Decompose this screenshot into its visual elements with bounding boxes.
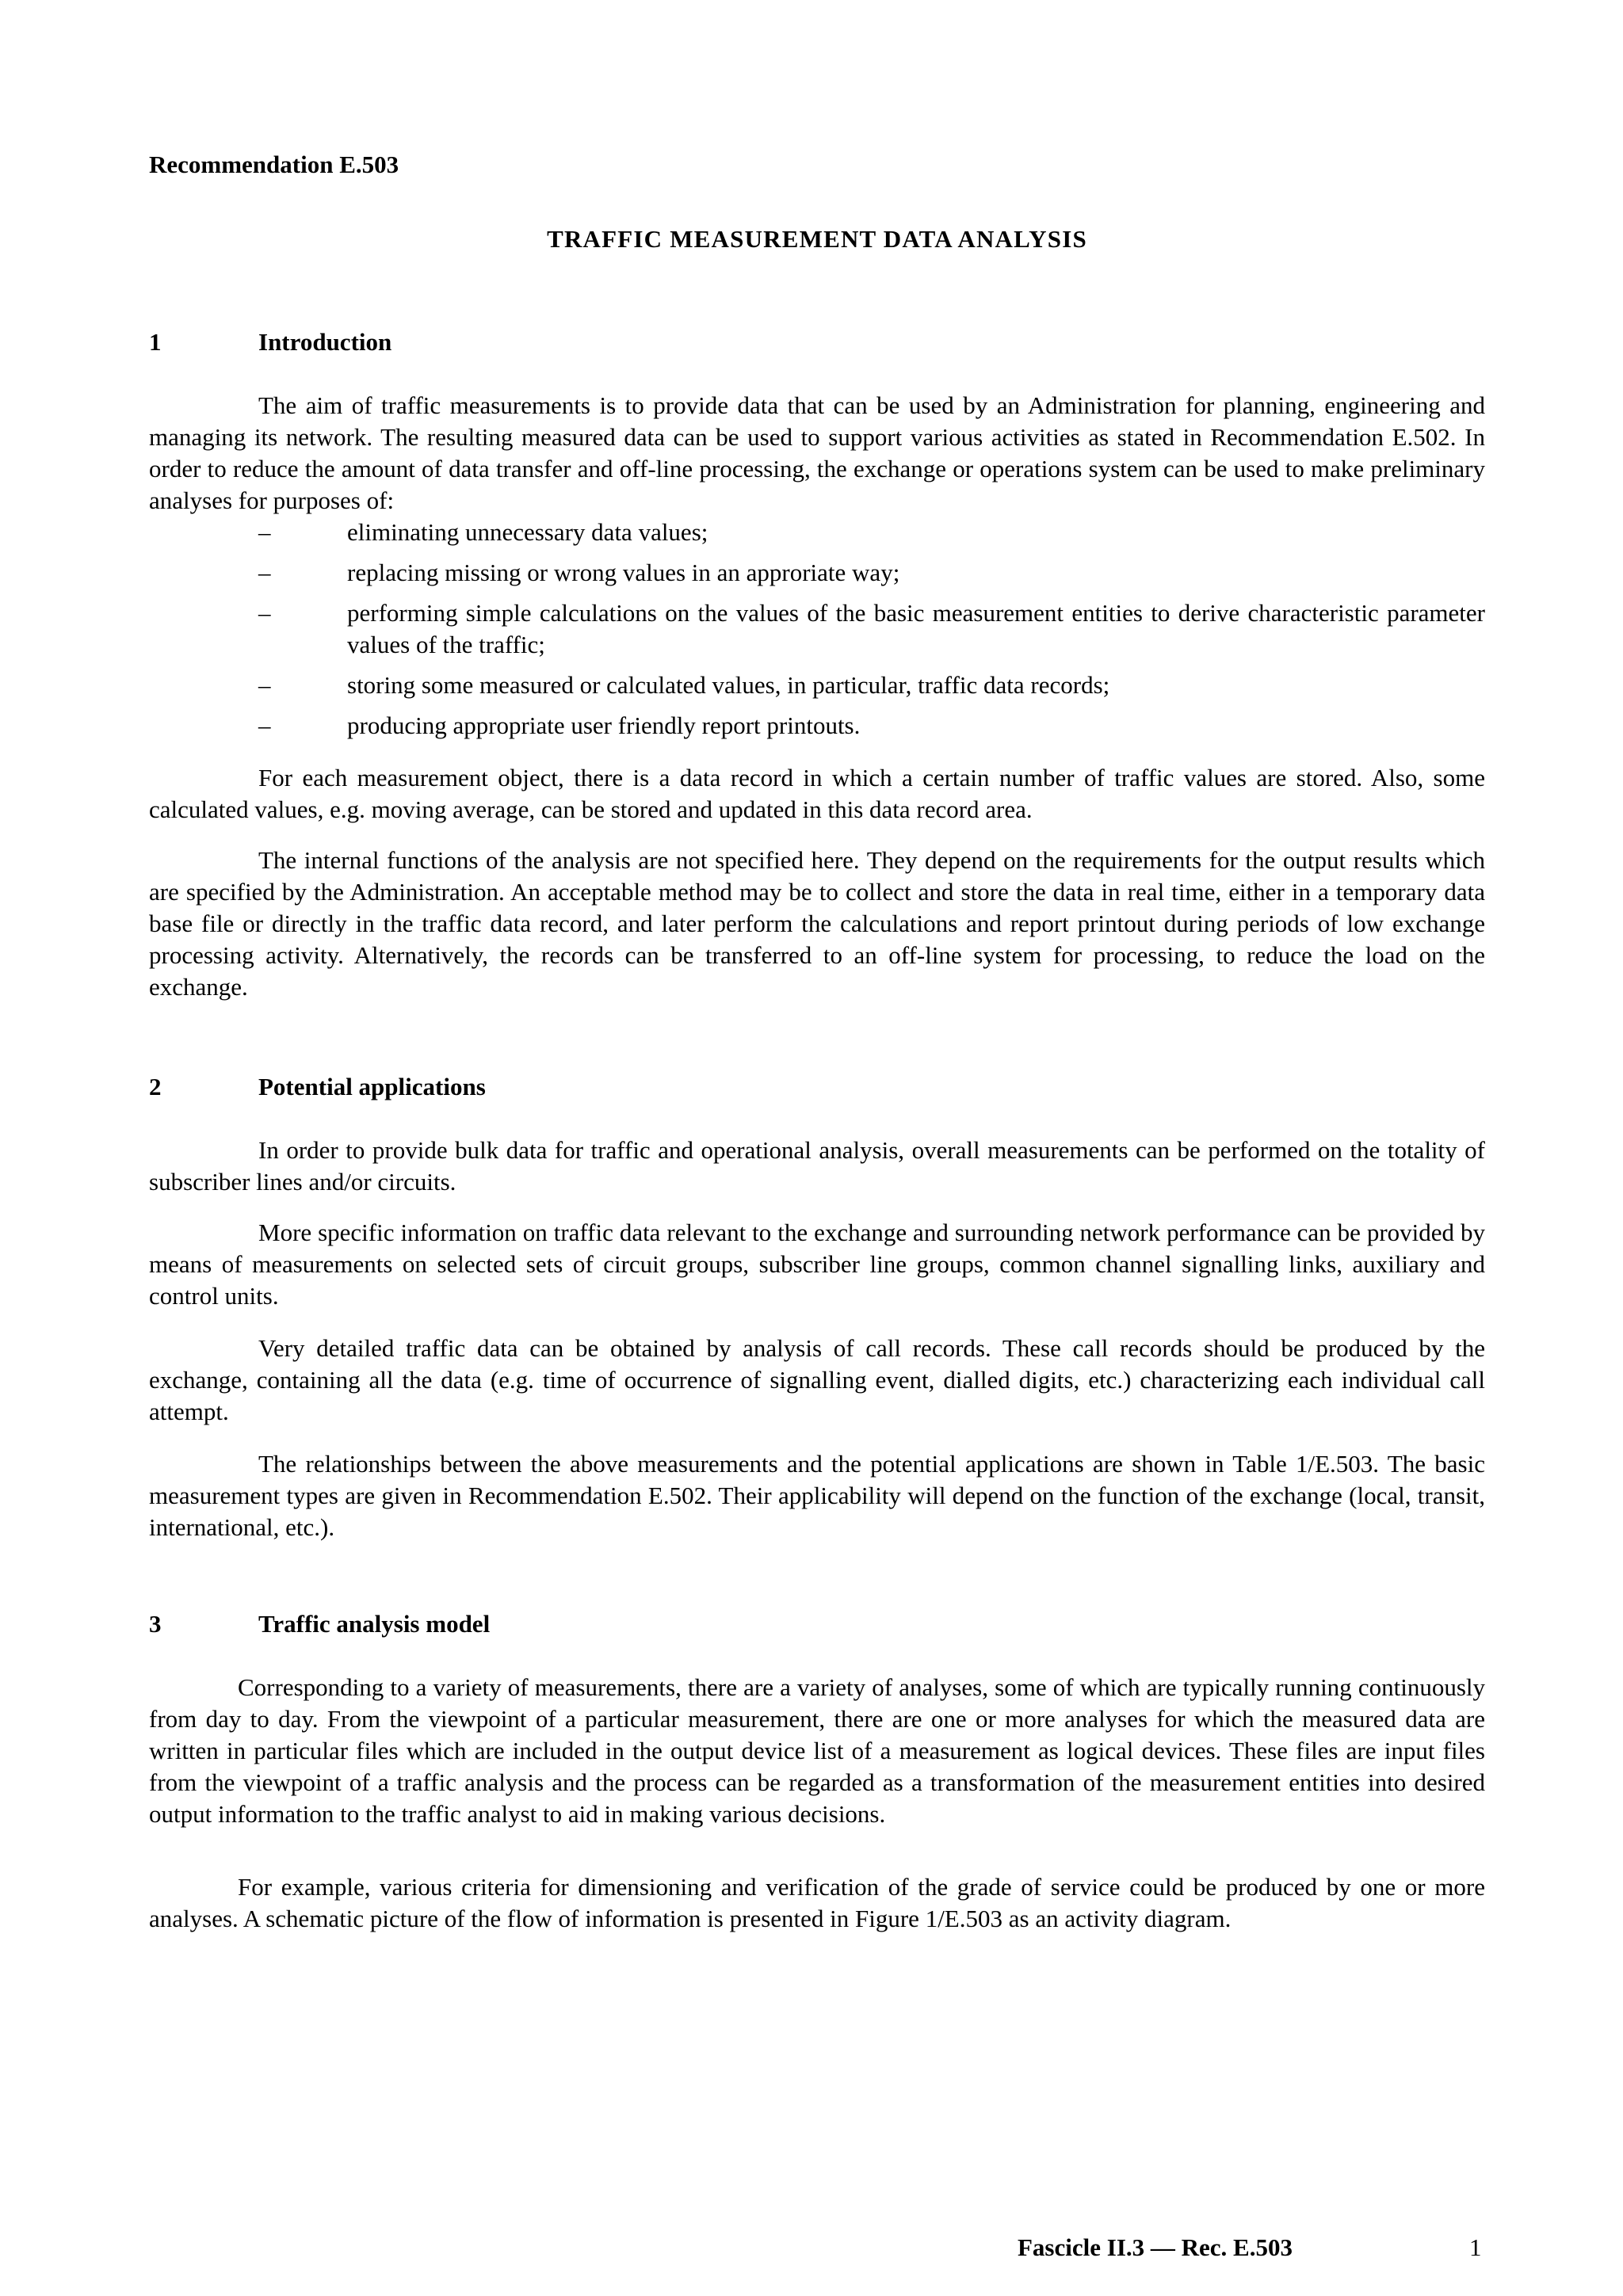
list-item-text: performing simple calculations on the values of the basic measurement entities to derive characteristic parameter values of the traffic; xyxy=(347,599,1485,658)
paragraph: For example, various criteria for dimensioning and verification of the grade of service could be produced by one or more analyses. A schematic picture of the flow of information is presented in Figure 1/E.503 as an activity diagram. xyxy=(149,1873,1485,1932)
section-3-heading xyxy=(149,1608,490,1640)
section-1-heading xyxy=(149,326,391,358)
document-title: TRAFFIC MEASUREMENT DATA ANALYSIS xyxy=(547,225,1087,253)
list-item-text: eliminating unnecessary data values; xyxy=(347,518,708,546)
list-item-text: replacing missing or wrong values in an approriate way; xyxy=(347,559,900,586)
list-item xyxy=(149,517,1485,548)
paragraph: For each measurement object, there is a data record in which a certain number of traffic values are stored. Also, some calculated values, e.g. moving average, can be stored and updated in this data record area. xyxy=(149,764,1485,823)
paragraph: The relationships between the above measurements and the potential applications are shown in Table 1/E.503. The basic measurement types are given in Recommendation E.502. Their applicability will depend on the function of the exchange (local, transit, international, etc.). xyxy=(149,1450,1485,1541)
list-item xyxy=(149,710,1485,742)
list-item xyxy=(149,557,1485,589)
section-number: 1 xyxy=(149,328,162,356)
section-number: 2 xyxy=(149,1073,162,1100)
bullet-dash: – xyxy=(258,518,271,546)
bullet-dash: – xyxy=(258,599,271,627)
section-title: Traffic analysis model xyxy=(258,1610,491,1638)
paragraph: The internal functions of the analysis are not specified here. They depend on the requirements for the output results which are specified by the Administration. An acceptable method may be to collect and store the data in real time, either in a temporary data base file or directly in the traffic data record, and later perform the calculations and report printout during periods of low exchange processing activity. Alternatively, the records can be transferred to an off-line system for processing, to reduce the load on the exchange. xyxy=(149,846,1485,1001)
section-title: Potential applications xyxy=(258,1073,486,1100)
page-number: 1 xyxy=(1469,2233,1482,2261)
list-item xyxy=(149,669,1485,701)
section-2-heading xyxy=(149,1071,486,1103)
bullet-dash: – xyxy=(258,559,271,586)
list-item xyxy=(149,597,1485,661)
running-footer: Fascicle II.3 — Rec. E.503 xyxy=(1018,2233,1293,2261)
section-title: Introduction xyxy=(258,328,392,356)
list-item-text: producing appropriate user friendly report printouts. xyxy=(347,711,861,739)
recommendation-id: Recommendation E.503 xyxy=(149,151,399,178)
section-number: 3 xyxy=(149,1610,162,1638)
bullet-list xyxy=(149,517,1485,750)
paragraph: In order to provide bulk data for traffic and operational analysis, overall measurements can be performed on the totality of subscriber lines and/or circuits. xyxy=(149,1136,1485,1196)
bullet-dash: – xyxy=(258,671,271,699)
paragraph: Very detailed traffic data can be obtained by analysis of call records. These call records should be produced by the exchange, containing all the data (e.g. time of occurrence of signalling event, dialled digits, etc.) characterizing each individual call attempt. xyxy=(149,1334,1485,1425)
paragraph: The aim of traffic measurements is to provide data that can be used by an Administration for planning, engineering and managing its network. The resulting measured data can be used to support various activities as stated in Recommendation E.502. In order to reduce the amount of data transfer and off-line processing, the exchange or operations system can be used to make preliminary analyses for purposes of: xyxy=(149,391,1485,514)
bullet-dash: – xyxy=(258,711,271,739)
paragraph: More specific information on traffic data relevant to the exchange and surrounding network performance can be provided by means of measurements on selected sets of circuit groups, subscriber line groups, common channel signalling links, auxiliary and control units. xyxy=(149,1219,1485,1310)
list-item-text: storing some measured or calculated values, in particular, traffic data records; xyxy=(347,671,1110,699)
paragraph: Corresponding to a variety of measurements, there are a variety of analyses, some of which are typically running continuously from day to day. From the viewpoint of a particular measurement, there are one or more analyses for which the measured data are written in particular files which are included in the output device list of a measurement as logical devices. These files are input files from the viewpoint of a traffic analysis and the process can be regarded as a transformation of the measurement entities into desired output information to the traffic analyst to aid in making various decisions. xyxy=(149,1673,1485,1828)
